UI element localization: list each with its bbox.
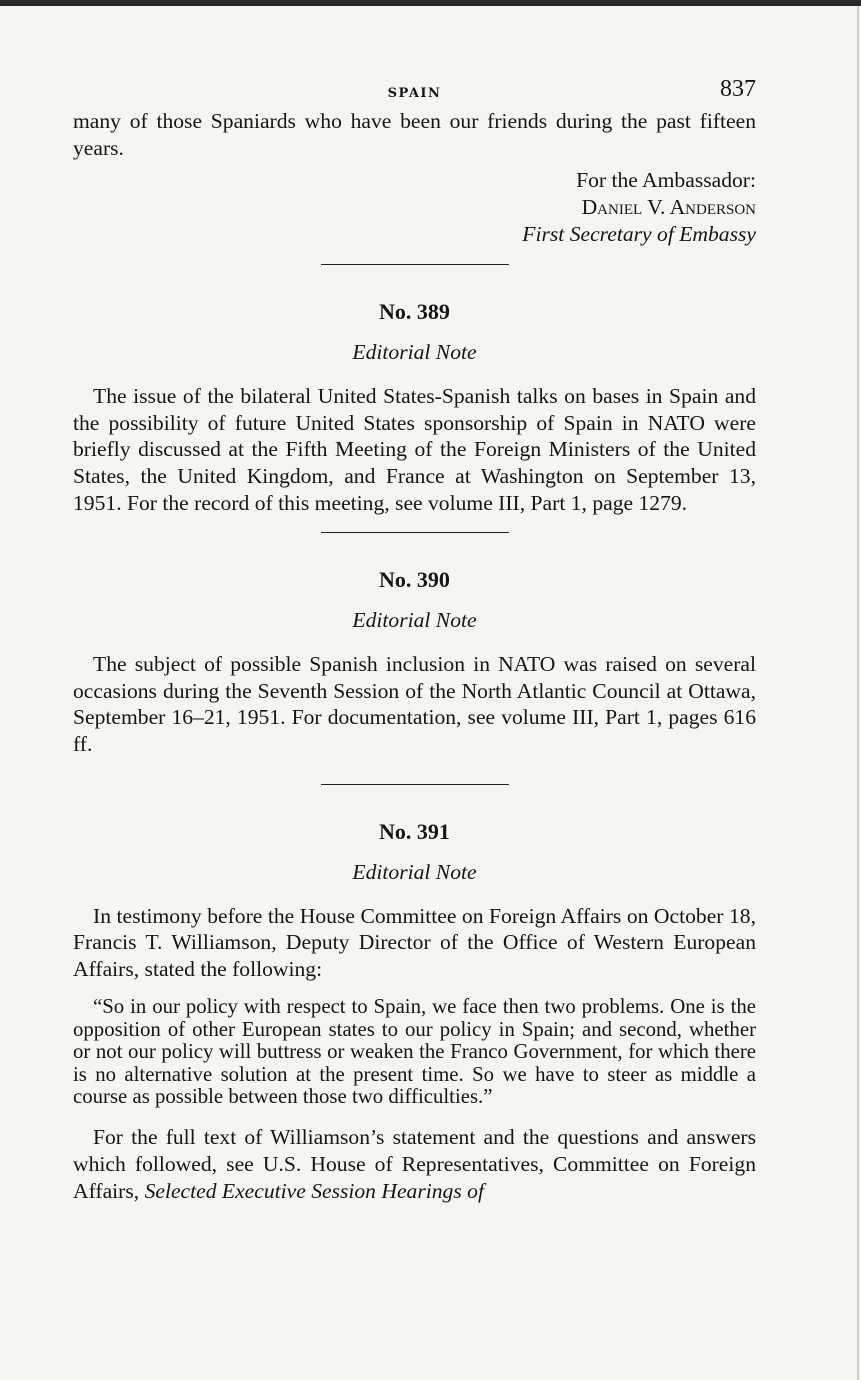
document-paragraph: The subject of possible Spanish inclusion in NATO was raised on several occasions during the Seventh Session of the North Atlantic Council at Ottawa, September 16–21, 1951. For documentation, see volume III, Part 1, pages 616 ff.	[73, 652, 756, 756]
running-title: SPAIN	[387, 86, 442, 101]
running-header	[73, 74, 756, 108]
page	[73, 74, 756, 1204]
document-number: No. 390	[379, 567, 450, 593]
signature-title: First Secretary of Embassy	[522, 222, 756, 247]
document-number: No. 391	[379, 818, 450, 844]
page-edge	[857, 6, 859, 1380]
section-divider	[321, 784, 509, 785]
closing-text: For the full text of Williamson’s statement and the questions and answers which followed, see U.S. House of Representatives, Committee on Foreign Affairs,	[73, 1125, 756, 1203]
document-paragraph: The issue of the bilateral United States-Spanish talks on bases in Spain and the possibility of future United States sponsorship of Spain in NATO were briefly discussed at the Fifth Meeting of the Foreign Ministers of the United States, the United Kingdom, and France at Washington on September 13, 1951. For the record of this meeting, see volume III, Part 1, page 1279.	[73, 384, 756, 515]
document-subtitle: Editorial Note	[352, 859, 477, 884]
section-divider	[321, 264, 509, 265]
closing-paragraph	[73, 1124, 756, 1204]
top-border	[0, 0, 861, 6]
signature-line: For the Ambassador:	[576, 168, 756, 193]
signature-block	[73, 167, 756, 248]
document-paragraph: In testimony before the House Committee on Foreign Affairs on October 18, Francis T. Williamson, Deputy Director of the Office of Western European Affairs, stated the following:	[73, 903, 756, 981]
opening-paragraph: many of those Spaniards who have been our friends during the past fifteen years.	[73, 109, 756, 160]
section-divider	[321, 532, 509, 533]
document-number: No. 389	[379, 299, 450, 325]
signature-name: Daniel V. Anderson	[581, 195, 756, 220]
document-subtitle: Editorial Note	[352, 340, 477, 365]
block-quote: “So in our policy with respect to Spain, we face then two problems. One is the opposition of other European states to our policy in Spain; and second, whether or not our policy will buttress or weaken the Franco Government, for which there is no alternative solution at the present time. So we have to steer as middle a course as possible between those two difficulties.”	[73, 995, 756, 1108]
document-subtitle: Editorial Note	[352, 608, 477, 633]
page-number: 837	[720, 76, 756, 102]
closing-italic-title: Selected Executive Session Hearings of	[144, 1178, 484, 1203]
